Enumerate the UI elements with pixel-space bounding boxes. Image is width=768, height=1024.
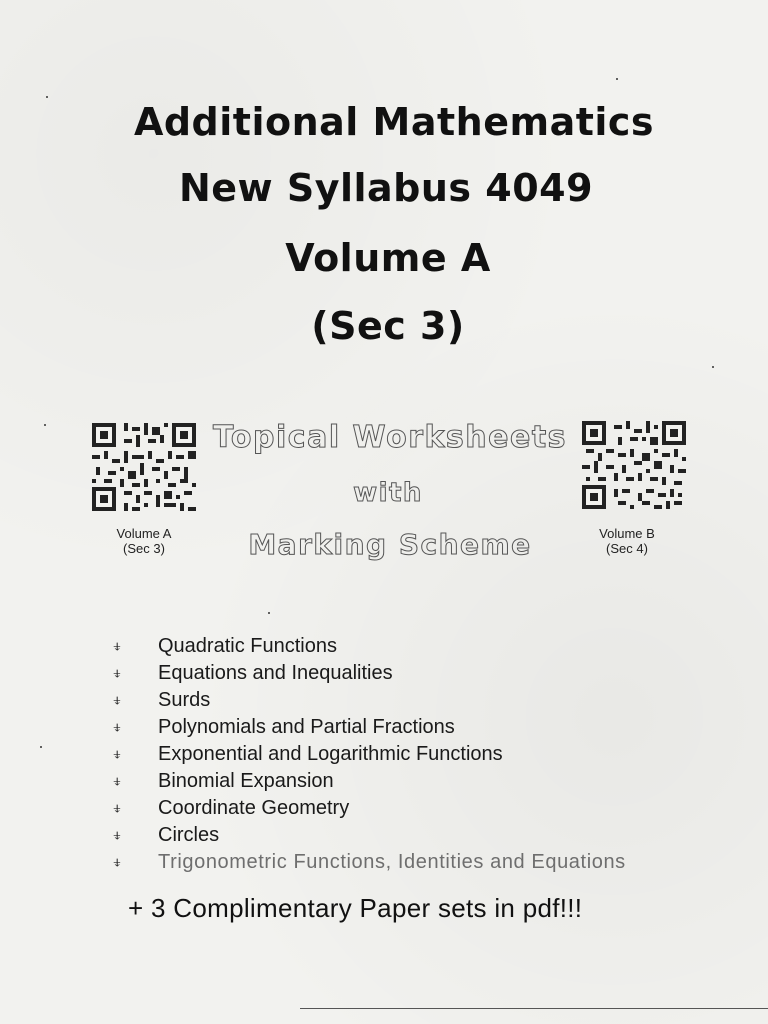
- title-line-1: Additional Mathematics: [133, 100, 655, 144]
- bottom-rule: [300, 1008, 768, 1009]
- topic-marker-icon: ⍖: [112, 744, 123, 764]
- topic-label: Exponential and Logarithmic Functions: [158, 743, 503, 765]
- worksheets-heading: Topical Worksheets: [212, 420, 568, 455]
- topic-marker-icon: ⍖: [112, 825, 123, 845]
- topic-item: [112, 768, 626, 795]
- topic-marker-icon: ⍖: [112, 690, 123, 710]
- topic-marker-icon: ⍖: [112, 852, 123, 872]
- topic-label: Coordinate Geometry: [158, 797, 350, 819]
- title-line-3: Volume A: [285, 236, 491, 280]
- qr-label-line: (Sec 4): [606, 541, 648, 556]
- topic-item: [112, 741, 626, 768]
- topic-label: Surds: [158, 689, 211, 711]
- title-line-2: New Syllabus 4049: [178, 166, 594, 210]
- topic-marker-icon: ⍖: [112, 663, 123, 683]
- topic-item: [112, 714, 626, 741]
- qr-label-line: Volume A: [116, 526, 172, 541]
- topic-label: Equations and Inequalities: [158, 662, 393, 684]
- worksheets-marking-scheme: Marking Scheme: [248, 528, 532, 561]
- topic-marker-icon: ⍖: [112, 717, 123, 737]
- topic-item: [112, 795, 626, 822]
- qr-label-line: (Sec 3): [123, 541, 165, 556]
- topic-list: [112, 633, 626, 876]
- worksheets-with: with: [353, 478, 423, 508]
- topic-item: [112, 687, 626, 714]
- topic-item: [112, 822, 626, 849]
- topic-item: [112, 633, 626, 660]
- title-line-4: (Sec 3): [311, 304, 465, 348]
- topic-item: [112, 849, 626, 876]
- complimentary-note: + 3 Complimentary Paper sets in pdf!!!: [128, 893, 583, 923]
- topic-label: Polynomials and Partial Fractions: [158, 716, 455, 738]
- topic-marker-icon: ⍖: [112, 636, 123, 656]
- topic-item: [112, 660, 626, 687]
- topic-marker-icon: ⍖: [112, 771, 123, 791]
- qr-label-line: Volume B: [599, 526, 655, 541]
- topic-label: Circles: [158, 824, 220, 846]
- topic-label: Trigonometric Functions, Identities and Equations: [158, 851, 626, 873]
- topic-marker-icon: ⍖: [112, 798, 123, 818]
- topic-label: Binomial Expansion: [158, 770, 334, 792]
- topic-label: Quadratic Functions: [158, 635, 337, 657]
